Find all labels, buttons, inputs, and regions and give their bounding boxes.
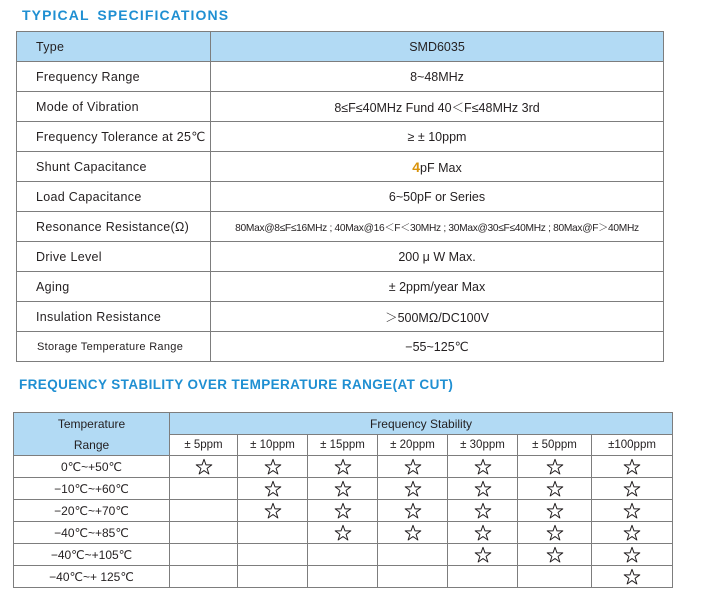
typical-specifications-table	[16, 31, 664, 362]
temperature-range-cell: −40℃~+85℃	[14, 522, 170, 544]
spec-value: 200 μ W Max.	[211, 242, 664, 272]
stability-mark-cell	[518, 566, 592, 588]
frequency-stability-table	[13, 412, 673, 588]
stability-mark-cell	[170, 522, 238, 544]
stability-mark-cell	[592, 478, 673, 500]
spec-label: Storage Temperature Range	[17, 332, 211, 362]
temperature-range-cell: 0℃~+50℃	[14, 456, 170, 478]
star-outline-icon	[474, 458, 492, 476]
stability-mark-cell	[308, 478, 378, 500]
spec-row-aging	[17, 272, 664, 302]
stability-mark-cell	[378, 544, 448, 566]
spec-label: Aging	[17, 272, 211, 302]
star-outline-icon	[623, 568, 641, 586]
star-outline-icon	[195, 458, 213, 476]
stability-mark-cell	[448, 544, 518, 566]
star-outline-icon	[334, 524, 352, 542]
stability-mark-cell	[378, 500, 448, 522]
spec-value: 80Max@8≤F≤16MHz ; 40Max@16＜F＜30MHz ; 30Max@30≤F≤40MHz ; 80Max@F＞40MHz	[211, 212, 664, 242]
stability-mark-cell	[592, 522, 673, 544]
spec-label: Shunt Capacitance	[17, 152, 211, 182]
spec-value: 8~48MHz	[211, 62, 664, 92]
star-outline-icon	[404, 458, 422, 476]
spec-value: 8≤F≤40MHz Fund 40＜F≤48MHz 3rd	[211, 92, 664, 122]
spec-value: ≥ ± 10ppm	[211, 122, 664, 152]
spec-value-accent: 4	[412, 158, 421, 175]
stability-mark-cell	[518, 544, 592, 566]
stability-mark-cell	[448, 478, 518, 500]
stability-row	[14, 566, 673, 588]
stability-mark-cell	[518, 522, 592, 544]
stability-mark-cell	[518, 478, 592, 500]
stability-row	[14, 544, 673, 566]
stability-row	[14, 478, 673, 500]
stability-mark-cell	[592, 544, 673, 566]
stability-mark-cell	[448, 522, 518, 544]
stability-mark-cell	[238, 456, 308, 478]
star-outline-icon	[546, 502, 564, 520]
star-outline-icon	[474, 524, 492, 542]
spec-label: Drive Level	[17, 242, 211, 272]
star-outline-icon	[623, 546, 641, 564]
stability-row	[14, 500, 673, 522]
stability-mark-cell	[238, 544, 308, 566]
stability-mark-cell	[308, 456, 378, 478]
star-outline-icon	[474, 546, 492, 564]
stability-mark-cell	[378, 456, 448, 478]
ppm-column-header: ± 15ppm	[308, 435, 378, 456]
stability-mark-cell	[238, 500, 308, 522]
stability-columns-row	[14, 435, 673, 456]
star-outline-icon	[623, 480, 641, 498]
frequency-stability-heading: FREQUENCY STABILITY OVER TEMPERATURE RANGE(AT CUT)	[19, 377, 454, 392]
star-outline-icon	[334, 458, 352, 476]
stability-mark-cell	[448, 456, 518, 478]
temperature-range-header-line2: Range	[14, 435, 170, 456]
spec-label: Load Capacitance	[17, 182, 211, 212]
ppm-column-header: ± 50ppm	[518, 435, 592, 456]
stability-mark-cell	[170, 456, 238, 478]
spec-row-storage-temperature	[17, 332, 664, 362]
star-outline-icon	[546, 458, 564, 476]
stability-mark-cell	[170, 544, 238, 566]
spec-row-shunt-capacitance	[17, 152, 664, 182]
spec-value-unit: pF Max	[420, 160, 462, 175]
ppm-column-header: ± 30ppm	[448, 435, 518, 456]
stability-mark-cell	[448, 500, 518, 522]
stability-mark-cell	[518, 500, 592, 522]
stability-mark-cell	[448, 566, 518, 588]
stability-mark-cell	[378, 478, 448, 500]
ppm-column-header: ±100ppm	[592, 435, 673, 456]
temperature-range-cell: −40℃~+105℃	[14, 544, 170, 566]
star-outline-icon	[334, 480, 352, 498]
stability-mark-cell	[592, 456, 673, 478]
spec-label: Resonance Resistance(Ω)	[17, 212, 211, 242]
frequency-stability-group-header: Frequency Stability	[170, 413, 673, 435]
spec-row-insulation-resistance	[17, 302, 664, 332]
stability-row	[14, 522, 673, 544]
stability-mark-cell	[592, 566, 673, 588]
star-outline-icon	[546, 480, 564, 498]
stability-mark-cell	[378, 566, 448, 588]
star-outline-icon	[546, 524, 564, 542]
stability-mark-cell	[308, 500, 378, 522]
stability-mark-cell	[308, 522, 378, 544]
star-outline-icon	[404, 524, 422, 542]
ppm-column-header: ± 5ppm	[170, 435, 238, 456]
ppm-column-header: ± 10ppm	[238, 435, 308, 456]
temperature-range-header: Temperature	[14, 413, 170, 435]
stability-mark-cell	[238, 478, 308, 500]
stability-mark-cell	[170, 478, 238, 500]
spec-label: Type	[17, 32, 211, 62]
stability-mark-cell	[518, 456, 592, 478]
star-outline-icon	[264, 480, 282, 498]
stability-mark-cell	[170, 566, 238, 588]
star-outline-icon	[623, 524, 641, 542]
spec-value: 6~50pF or Series	[211, 182, 664, 212]
stability-mark-cell	[238, 522, 308, 544]
spec-label: Insulation Resistance	[17, 302, 211, 332]
stability-header-row	[14, 413, 673, 435]
spec-value	[211, 152, 664, 182]
ppm-column-header: ± 20ppm	[378, 435, 448, 456]
temperature-range-cell: −10℃~+60℃	[14, 478, 170, 500]
spec-row-drive-level	[17, 242, 664, 272]
star-outline-icon	[334, 502, 352, 520]
spec-label: Mode of Vibration	[17, 92, 211, 122]
star-outline-icon	[264, 502, 282, 520]
star-outline-icon	[404, 502, 422, 520]
spec-value: ＞500MΩ/DC100V	[211, 302, 664, 332]
typical-specifications-heading: TYPICAL SPECIFICATIONS	[22, 7, 230, 23]
spec-row-resonance-resistance	[17, 212, 664, 242]
spec-row-frequency-tolerance	[17, 122, 664, 152]
spec-row-mode-of-vibration	[17, 92, 664, 122]
spec-row-frequency-range	[17, 62, 664, 92]
star-outline-icon	[474, 502, 492, 520]
temperature-range-cell: −20℃~+70℃	[14, 500, 170, 522]
stability-mark-cell	[308, 544, 378, 566]
stability-mark-cell	[378, 522, 448, 544]
stability-row	[14, 456, 673, 478]
stability-mark-cell	[238, 566, 308, 588]
star-outline-icon	[474, 480, 492, 498]
spec-row-load-capacitance	[17, 182, 664, 212]
spec-value: −55~125℃	[211, 332, 664, 362]
stability-mark-cell	[592, 500, 673, 522]
stability-mark-cell	[170, 500, 238, 522]
star-outline-icon	[404, 480, 422, 498]
temperature-range-cell: −40℃~+ 125℃	[14, 566, 170, 588]
star-outline-icon	[546, 546, 564, 564]
spec-label: Frequency Range	[17, 62, 211, 92]
spec-value: SMD6035	[211, 32, 664, 62]
star-outline-icon	[264, 458, 282, 476]
spec-value: ± 2ppm/year Max	[211, 272, 664, 302]
star-outline-icon	[623, 502, 641, 520]
star-outline-icon	[623, 458, 641, 476]
spec-label: Frequency Tolerance at 25℃	[17, 122, 211, 152]
spec-row-type	[17, 32, 664, 62]
stability-mark-cell	[308, 566, 378, 588]
